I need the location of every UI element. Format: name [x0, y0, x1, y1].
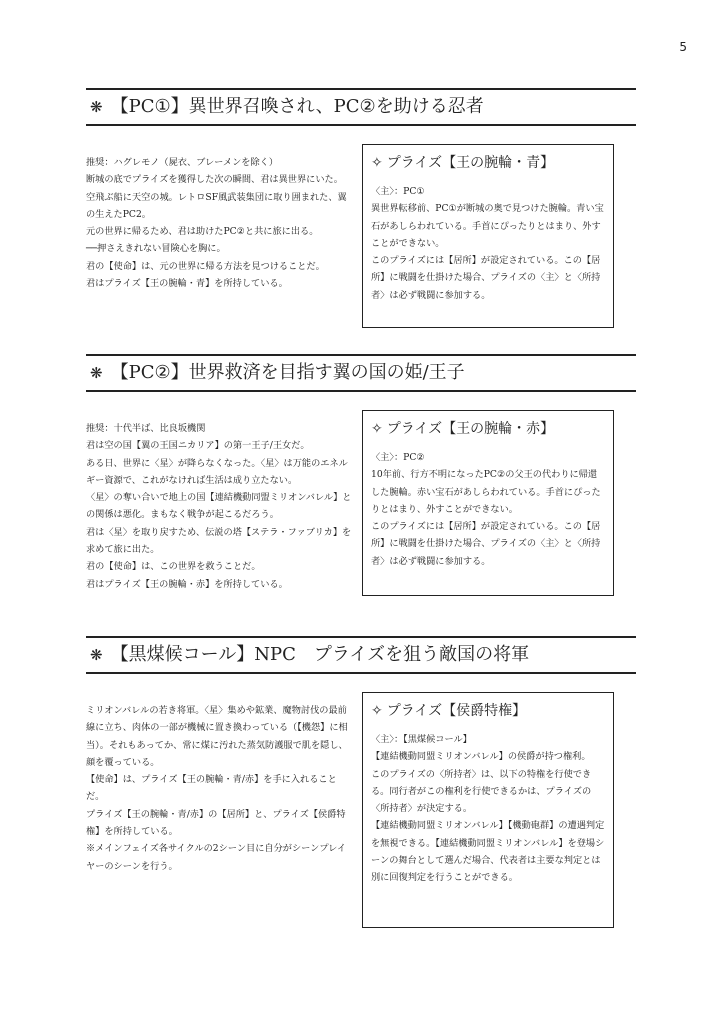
star-icon: ✧ — [371, 703, 383, 719]
prize-box — [362, 144, 614, 328]
section-heading — [86, 90, 636, 124]
page-number: 5 — [679, 40, 687, 54]
prize-title: プライズ【王の腕輪・赤】 — [386, 421, 555, 437]
section-body: 推奨：十代半ば、比良坂機関 君は空の国【翼の王国ニカリア】の第一王子/王女だ。 ある日、世界に〈星〉が降らなくなった。〈星〉は万能のエネルギー資源で、これがなければ生活は成り立たない。 〈星〉の奪い合いで地上の国【連結機動同盟ミリオンバレル】との関係は悪化。まもなく戦争が起こるだろう。 君は〈星〉を取り戻すため、伝説の塔【ステラ・ファブリカ】を求めて旅に出た。 君の【使命】は、この世界を救うことだ。 君はプライズ【王の腕輪・赤】を所持している。 — [86, 423, 352, 590]
section-body: 推奨：ハグレモノ（屍衣、ブレーメンを除く） 断城の底でプライズを獲得した次の瞬間、君は異世界にいた。 空飛ぶ船に天空の城。レトロSF風武装集団に取り囲まれた、翼の生えたPC2。 元の世界に帰るため、君は助けたPC②と共に旅に出る。 ──押さえきれない冒険心を胸に。 君の【使命】は、元の世界に帰る方法を見つけることだ。 君はプライズ【王の腕輪・青】を所持している。 — [86, 157, 347, 290]
section-heading — [86, 356, 636, 390]
prize-title-row — [371, 417, 605, 441]
star-icon: ✧ — [371, 421, 383, 437]
section-title: 【PC①】異世界召喚され、PC②を助ける忍者 — [110, 96, 484, 117]
prize-body: 〈主〉：PC① 異世界転移前、PC①が断城の奥で見つけた腕輪。青い宝石があしらわれている。手首にぴったりとはまり、外すことができない。 このプライズには【居所】が設定されている。この【居所】に戦闘を仕掛けた場合、プライズの〈主〉と〈所持者〉は必ず戦闘に参加する。 — [371, 186, 604, 301]
prize-title-row — [371, 699, 605, 723]
star-icon: ✧ — [371, 155, 383, 171]
prize-box — [362, 692, 614, 928]
section-npc — [86, 636, 636, 884]
prize-title: プライズ【侯爵特権】 — [386, 703, 527, 719]
section-rule-bottom — [86, 672, 636, 674]
prize-body: 〈主〉：【黒煤候コール】 【連結機動同盟ミリオンバレル】の侯爵が持つ権利。 このプライズの〈所持者〉は、以下の特権を行使できる。同行者がこの権利を行使できるかは、プライズの〈所持者〉が決定する。 【連結機動同盟ミリオンバレル】【機動砲群】の遭遇判定を無視できる。【連結機動同盟ミリオンバレル】を登場シーンの舞台として選んだ場合、代表者は主要な判定とは別に回復判定を行うことができる。 — [371, 734, 605, 884]
section-pc1 — [86, 88, 636, 301]
section-body: ミリオンバレルの若き将軍。〈星〉集めや鉱業、魔物討伐の最前線に立ち、肉体の一部が機械に置き換わっている（【機怨】に相当）。それもあってか、常に煤に汚れた蒸気防護服で肌を隠し、顔を覆っている。 【使命】は、プライズ【王の腕輪・青/赤】を手に入れることだ。 プライズ【王の腕輪・青/赤】の【居所】と、プライズ【侯爵特権】を所持している。 ※メインフェイズ各サイクルの2シーン目に自分がシーンプレイヤーのシーンを行う。 — [86, 705, 348, 872]
flower-mark-icon: ❋ — [90, 364, 103, 382]
section-heading — [86, 638, 636, 672]
section-pc2 — [86, 354, 636, 590]
section-rule-bottom — [86, 390, 636, 392]
prize-title-row — [371, 151, 605, 175]
section-rule-bottom — [86, 124, 636, 126]
prize-box — [362, 410, 614, 596]
prize-body: 〈主〉：PC② 10年前、行方不明になったPC②の父王の代わりに帰還した腕輪。赤い宝石があしらわれている。手首にぴったりとはまり、外すことができない。 このプライズには【居所】が設定されている。この【居所】に戦闘を仕掛けた場合、プライズの〈主〉と〈所持者〉は必ず戦闘に参加する。 — [371, 452, 601, 567]
flower-mark-icon: ❋ — [90, 646, 103, 664]
section-title: 【PC②】世界救済を目指す翼の国の姫/王子 — [110, 362, 465, 383]
prize-title: プライズ【王の腕輪・青】 — [386, 155, 555, 171]
section-title: 【黒煤候コール】NPC プライズを狙う敵国の将軍 — [110, 644, 530, 665]
flower-mark-icon: ❋ — [90, 98, 103, 116]
